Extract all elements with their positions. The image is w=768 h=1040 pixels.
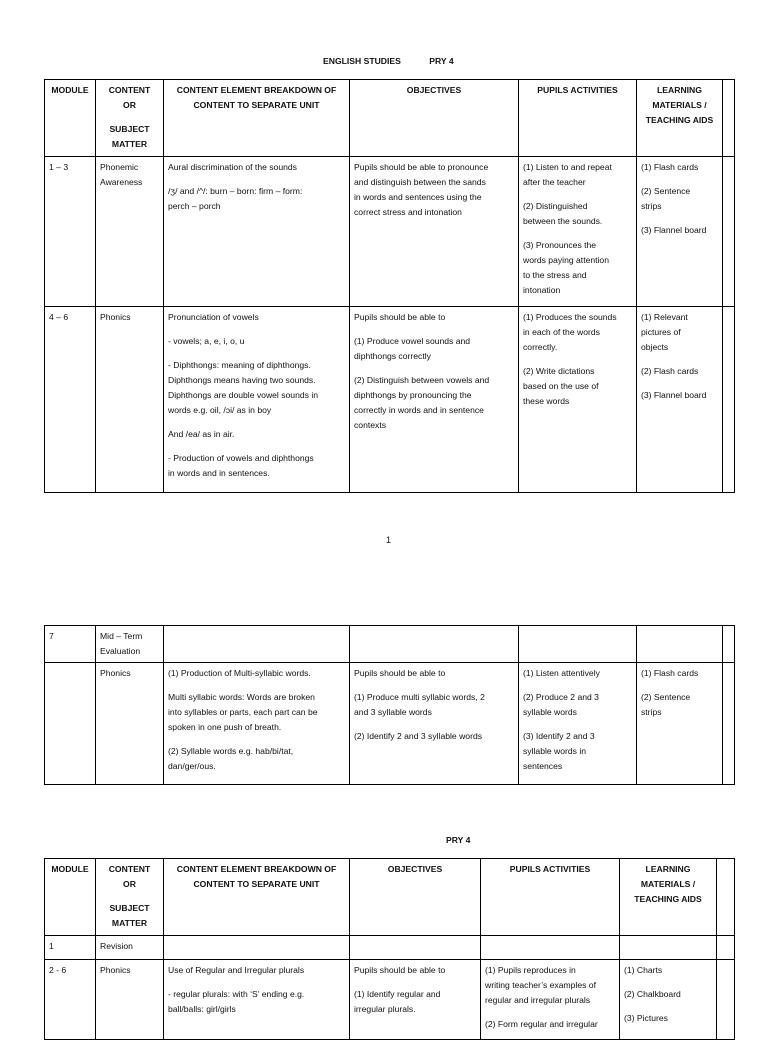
cell-paragraph bbox=[485, 963, 615, 1008]
cell-line: (1) Identify regular and bbox=[354, 989, 441, 999]
cell-line: (3) Flannel board bbox=[641, 225, 707, 235]
cell-line: spoken in one push of breath. bbox=[168, 722, 282, 732]
cell-line: correctly. bbox=[523, 342, 558, 352]
cell-paragraph bbox=[641, 388, 718, 403]
breakdown-cell bbox=[164, 936, 350, 960]
objectives-cell bbox=[350, 307, 519, 493]
cell-line: strips bbox=[641, 707, 662, 717]
cell-line: (1) Listen to and repeat bbox=[523, 162, 612, 172]
cell-line: words paying attention bbox=[523, 255, 609, 265]
breakdown-cell bbox=[164, 157, 350, 307]
cell-paragraph bbox=[641, 310, 718, 355]
cell-paragraph bbox=[354, 160, 514, 220]
activities-cell bbox=[519, 626, 637, 663]
content-cell bbox=[96, 157, 164, 307]
table-row bbox=[45, 936, 735, 960]
cell-line: regular and irregular plurals bbox=[485, 995, 591, 1005]
cell-line: (1) Flash cards bbox=[641, 668, 699, 678]
cell-paragraph bbox=[354, 310, 514, 325]
cell-paragraph bbox=[168, 963, 345, 978]
cell-paragraph bbox=[523, 199, 632, 229]
header-materials: LEARNING MATERIALS / TEACHING AIDS bbox=[620, 859, 717, 936]
cell-line: irregular plurals. bbox=[354, 1004, 416, 1014]
cell-line: contexts bbox=[354, 420, 387, 430]
cell-line: (1) Produces the sounds bbox=[523, 312, 617, 322]
cell-line: Evaluation bbox=[100, 646, 141, 656]
scheme-table-3 bbox=[44, 858, 735, 1040]
cell-line: and distinguish between the sands bbox=[354, 177, 486, 187]
header-module: MODULE bbox=[45, 859, 96, 936]
content-cell bbox=[96, 960, 164, 1040]
cell-line: /ʒ/ and /^/: burn – born: firm – form: bbox=[168, 186, 303, 196]
cell-line: (2) Chalkboard bbox=[624, 989, 681, 999]
cell-line: after the teacher bbox=[523, 177, 586, 187]
cell-line: (3) Identify 2 and 3 bbox=[523, 731, 595, 741]
section-title: PRY 4 bbox=[446, 835, 471, 845]
cell-line: (1) Charts bbox=[624, 965, 663, 975]
breakdown-cell bbox=[164, 307, 350, 493]
table-row bbox=[45, 626, 735, 663]
cell-paragraph bbox=[168, 310, 345, 325]
cell-line: (3) Flannel board bbox=[641, 390, 707, 400]
cell-line: (2) Identify 2 and 3 syllable words bbox=[354, 731, 483, 741]
cell-paragraph bbox=[168, 744, 345, 774]
content-cell bbox=[96, 626, 164, 663]
header-objectives: OBJECTIVES bbox=[350, 859, 481, 936]
cell-line: (2) Form regular and irregular bbox=[485, 1019, 598, 1029]
objectives-cell bbox=[350, 157, 519, 307]
cell-line: words e.g. oil, /ɔi/ as in boy bbox=[168, 405, 272, 415]
blank-cell bbox=[723, 663, 735, 785]
breakdown-cell bbox=[164, 960, 350, 1040]
cell-line: - Production of vowels and diphthongs bbox=[168, 453, 314, 463]
cell-line: writing teacher’s examples of bbox=[485, 980, 596, 990]
cell-paragraph bbox=[523, 310, 632, 355]
header-objectives: OBJECTIVES bbox=[350, 80, 519, 157]
cell-line: in each of the words bbox=[523, 327, 600, 337]
cell-line: (2) Sentence bbox=[641, 692, 691, 702]
cell-line: Awareness bbox=[100, 177, 143, 187]
cell-line: (3) Pronounces the bbox=[523, 240, 597, 250]
cell-paragraph bbox=[523, 690, 632, 720]
cell-line: into syllables or parts, each part can be bbox=[168, 707, 318, 717]
cell-line: sentences bbox=[523, 761, 563, 771]
cell-paragraph bbox=[168, 987, 345, 1017]
scheme-table-1 bbox=[44, 79, 735, 493]
activities-cell bbox=[519, 157, 637, 307]
cell-line: in words and sentences using the bbox=[354, 192, 482, 202]
cell-line: And /ea/ as in air. bbox=[168, 429, 235, 439]
cell-paragraph bbox=[641, 184, 718, 214]
cell-line: based on the use of bbox=[523, 381, 599, 391]
cell-paragraph bbox=[168, 690, 345, 735]
activities-cell bbox=[481, 960, 620, 1040]
cell-line: (2) Flash cards bbox=[641, 366, 699, 376]
cell-line: (1) Production of Multi-syllabic words. bbox=[168, 668, 311, 678]
objectives-cell bbox=[350, 960, 481, 1040]
table-row bbox=[45, 157, 735, 307]
breakdown-cell bbox=[164, 626, 350, 663]
cell-paragraph bbox=[523, 160, 632, 190]
cell-line: objects bbox=[641, 342, 669, 352]
cell-text: 4 – 6 bbox=[49, 312, 69, 322]
cell-line: (2) Distinguished bbox=[523, 201, 588, 211]
cell-line: Aural discrimination of the sounds bbox=[168, 162, 297, 172]
module-cell bbox=[45, 960, 96, 1040]
cell-paragraph bbox=[354, 963, 476, 978]
cell-line: - regular plurals: with ‘S’ ending e.g. bbox=[168, 989, 305, 999]
activities-cell bbox=[519, 663, 637, 785]
cell-paragraph bbox=[168, 160, 345, 175]
blank-cell bbox=[717, 936, 735, 960]
cell-line: (1) Flash cards bbox=[641, 162, 699, 172]
cell-line: (1) Produce multi syllabic words, 2 bbox=[354, 692, 485, 702]
cell-line: Phonemic bbox=[100, 162, 139, 172]
cell-line: between the sounds. bbox=[523, 216, 603, 226]
cell-line: Pupils should be able to bbox=[354, 965, 446, 975]
blank-column bbox=[723, 80, 735, 157]
class-title: PRY 4 bbox=[429, 56, 454, 66]
header-row bbox=[45, 859, 735, 936]
cell-paragraph bbox=[168, 451, 345, 481]
cell-line: dan/ger/ous. bbox=[168, 761, 216, 771]
cell-paragraph bbox=[354, 334, 514, 364]
cell-paragraph bbox=[641, 690, 718, 720]
cell-paragraph bbox=[523, 238, 632, 298]
cell-line: correctly in words and in sentence bbox=[354, 405, 484, 415]
blank-cell bbox=[723, 157, 735, 307]
blank-cell bbox=[723, 626, 735, 663]
cell-line: (1) Listen attentively bbox=[523, 668, 600, 678]
cell-line: Mid – Term bbox=[100, 631, 143, 641]
activities-cell bbox=[481, 936, 620, 960]
cell-line: Phonics bbox=[100, 965, 131, 975]
content-cell bbox=[96, 663, 164, 785]
cell-line: (1) Pupils reproduces in bbox=[485, 965, 576, 975]
content-cell bbox=[96, 936, 164, 960]
header-breakdown: CONTENT ELEMENT BREAKDOWN OF CONTENT TO SEPARATE UNIT bbox=[164, 859, 350, 936]
materials-cell bbox=[637, 663, 723, 785]
cell-paragraph bbox=[641, 223, 718, 238]
cell-line: correct stress and intonation bbox=[354, 207, 462, 217]
cell-paragraph bbox=[641, 160, 718, 175]
cell-paragraph bbox=[485, 1017, 615, 1032]
cell-line: to the stress and bbox=[523, 270, 587, 280]
cell-line: (1) Relevant bbox=[641, 312, 688, 322]
cell-line: (2) Sentence bbox=[641, 186, 691, 196]
cell-line: (2) Syllable words e.g. hab/bi/tat, bbox=[168, 746, 294, 756]
cell-paragraph bbox=[354, 690, 514, 720]
cell-line: Phonics bbox=[100, 312, 131, 322]
materials-cell bbox=[637, 307, 723, 493]
cell-line: these words bbox=[523, 396, 570, 406]
cell-line: pictures of bbox=[641, 327, 681, 337]
cell-paragraph bbox=[354, 987, 476, 1017]
module-cell bbox=[45, 626, 96, 663]
cell-paragraph bbox=[354, 373, 514, 433]
table-row bbox=[45, 960, 735, 1040]
cell-line: strips bbox=[641, 201, 662, 211]
cell-text: 2 - 6 bbox=[49, 965, 67, 975]
cell-line: and 3 syllable words bbox=[354, 707, 432, 717]
module-cell bbox=[45, 307, 96, 493]
blank-cell bbox=[723, 307, 735, 493]
cell-line: Multi syllabic words: Words are broken bbox=[168, 692, 315, 702]
objectives-cell bbox=[350, 936, 481, 960]
cell-text: 7 bbox=[49, 631, 54, 641]
cell-line: Pupils should be able to bbox=[354, 668, 446, 678]
module-cell bbox=[45, 936, 96, 960]
header-content: CONTENT OR SUBJECT MATTER bbox=[96, 80, 164, 157]
cell-line: - Diphthongs: meaning of diphthongs. bbox=[168, 360, 311, 370]
cell-line: (1) Produce vowel sounds and bbox=[354, 336, 471, 346]
cell-paragraph bbox=[641, 364, 718, 379]
cell-line: perch – porch bbox=[168, 201, 221, 211]
materials-cell bbox=[637, 626, 723, 663]
materials-cell bbox=[637, 157, 723, 307]
subject-title: ENGLISH STUDIES bbox=[323, 56, 401, 66]
header-breakdown: CONTENT ELEMENT BREAKDOWN OF CONTENT TO SEPARATE UNIT bbox=[164, 80, 350, 157]
cell-line: diphthongs by pronouncing the bbox=[354, 390, 472, 400]
cell-line: (2) Distinguish between vowels and bbox=[354, 375, 490, 385]
cell-line: Pupils should be able to bbox=[354, 312, 446, 322]
cell-paragraph bbox=[168, 666, 345, 681]
cell-line: Diphthongs means having two sounds. bbox=[168, 375, 316, 385]
materials-cell bbox=[620, 960, 717, 1040]
cell-line: - vowels; a, e, i, o, u bbox=[168, 336, 245, 346]
cell-paragraph bbox=[523, 729, 632, 774]
header-activities: PUPILS ACTIVITIES bbox=[481, 859, 620, 936]
objectives-cell bbox=[350, 626, 519, 663]
cell-line: diphthongs correctly bbox=[354, 351, 431, 361]
blank-column bbox=[717, 859, 735, 936]
cell-paragraph bbox=[168, 184, 345, 214]
cell-paragraph bbox=[168, 358, 345, 418]
cell-text: 1 bbox=[49, 941, 54, 951]
cell-line: Diphthongs are double vowel sounds in bbox=[168, 390, 319, 400]
cell-paragraph bbox=[624, 987, 712, 1002]
header-activities: PUPILS ACTIVITIES bbox=[519, 80, 637, 157]
page-number: 1 bbox=[386, 535, 392, 545]
header-materials: LEARNING MATERIALS / TEACHING AIDS bbox=[637, 80, 723, 157]
header-content: CONTENT OR SUBJECT MATTER bbox=[96, 859, 164, 936]
cell-line: Revision bbox=[100, 941, 133, 951]
objectives-cell bbox=[350, 663, 519, 785]
cell-line: (3) Pictures bbox=[624, 1013, 668, 1023]
blank-cell bbox=[717, 960, 735, 1040]
cell-line: (2) Write dictations bbox=[523, 366, 595, 376]
cell-text: 1 – 3 bbox=[49, 162, 69, 172]
cell-line: syllable words in bbox=[523, 746, 587, 756]
cell-paragraph bbox=[354, 666, 514, 681]
cell-paragraph bbox=[624, 963, 712, 978]
cell-paragraph bbox=[641, 666, 718, 681]
cell-line: Pupils should be able to pronounce bbox=[354, 162, 489, 172]
materials-cell bbox=[620, 936, 717, 960]
cell-line: intonation bbox=[523, 285, 561, 295]
breakdown-cell bbox=[164, 663, 350, 785]
cell-line: syllable words bbox=[523, 707, 577, 717]
cell-line: (2) Produce 2 and 3 bbox=[523, 692, 599, 702]
scheme-table-2 bbox=[44, 625, 735, 785]
header-module: MODULE bbox=[45, 80, 96, 157]
cell-paragraph bbox=[523, 666, 632, 681]
document-title bbox=[323, 55, 454, 69]
cell-line: Pronunciation of vowels bbox=[168, 312, 259, 322]
cell-paragraph bbox=[523, 364, 632, 409]
cell-line: Phonics bbox=[100, 668, 131, 678]
header-row bbox=[45, 80, 735, 157]
activities-cell bbox=[519, 307, 637, 493]
module-cell bbox=[45, 663, 96, 785]
cell-line: in words and in sentences. bbox=[168, 468, 270, 478]
cell-line: Use of Regular and Irregular plurals bbox=[168, 965, 305, 975]
content-cell bbox=[96, 307, 164, 493]
cell-paragraph bbox=[168, 334, 345, 349]
cell-line: ball/balls: girl/girls bbox=[168, 1004, 236, 1014]
table-row bbox=[45, 307, 735, 493]
cell-paragraph bbox=[354, 729, 514, 744]
module-cell bbox=[45, 157, 96, 307]
cell-paragraph bbox=[168, 427, 345, 442]
table-row bbox=[45, 663, 735, 785]
